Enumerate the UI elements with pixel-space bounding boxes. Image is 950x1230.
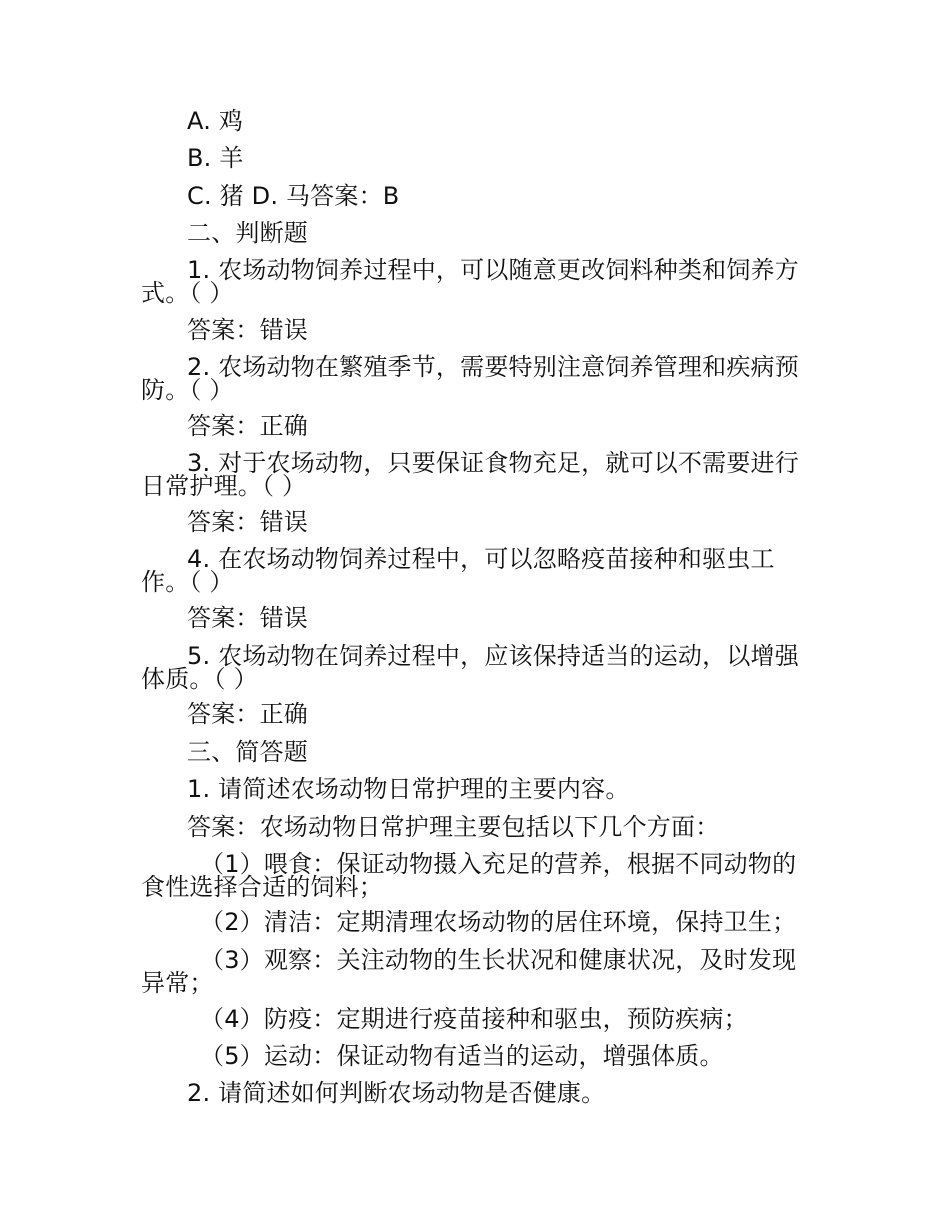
section-heading-true-false: 二、判断题 (187, 219, 308, 247)
short-question-2: 2. 请简述如何判断农场动物是否健康。 (187, 1079, 606, 1107)
question-1: 1. 农场动物饲养过程中，可以随意更改饲料种类和饲养方 (187, 256, 799, 284)
option-b: B. 羊 (187, 144, 244, 172)
option-cd-answer: C. 猪 D. 马答案：B (187, 182, 400, 210)
answer-3: 答案：错误 (187, 508, 308, 536)
question-5-cont: 体质。（ ） (141, 665, 258, 693)
short-answer-1-item-3: （3）观察：关注动物的生长状况和健康状况，及时发现 (200, 946, 797, 974)
option-a: A. 鸡 (187, 107, 244, 135)
question-5: 5. 农场动物在饲养过程中，应该保持适当的运动，以增强 (187, 642, 799, 670)
answer-2: 答案：正确 (187, 412, 308, 440)
short-answer-1-item-1: （1）喂食：保证动物摄入充足的营养，根据不同动物的 (200, 850, 797, 878)
question-2: 2. 农场动物在繁殖季节，需要特别注意饲养管理和疾病预 (187, 353, 799, 381)
answer-1: 答案：错误 (187, 316, 308, 344)
question-1-cont: 式。（ ） (141, 279, 234, 307)
question-3-cont: 日常护理。（ ） (141, 472, 307, 500)
answer-4: 答案：错误 (187, 604, 308, 632)
question-2-cont: 防。（ ） (141, 376, 234, 404)
short-answer-1-item-2: （2）清洁：定期清理农场动物的居住环境，保持卫生； (200, 908, 797, 936)
short-answer-1-item-1-cont: 食性选择合适的饲料； (141, 873, 383, 901)
question-4: 4. 在农场动物饲养过程中，可以忽略疫苗接种和驱虫工 (187, 545, 775, 573)
short-question-1: 1. 请简述农场动物日常护理的主要内容。 (187, 775, 630, 803)
short-answer-1-intro: 答案：农场动物日常护理主要包括以下几个方面： (187, 813, 720, 841)
section-heading-short-answer: 三、简答题 (187, 738, 308, 766)
short-answer-1-item-4: （4）防疫：定期进行疫苗接种和驱虫，预防疾病； (200, 1005, 748, 1033)
short-answer-1-item-5: （5）运动：保证动物有适当的运动，增强体质。 (200, 1042, 724, 1070)
short-answer-1-item-3-cont: 异常； (141, 969, 214, 997)
question-3: 3. 对于农场动物，只要保证食物充足，就可以不需要进行 (187, 449, 799, 477)
question-4-cont: 作。（ ） (141, 568, 234, 596)
answer-5: 答案：正确 (187, 700, 308, 728)
